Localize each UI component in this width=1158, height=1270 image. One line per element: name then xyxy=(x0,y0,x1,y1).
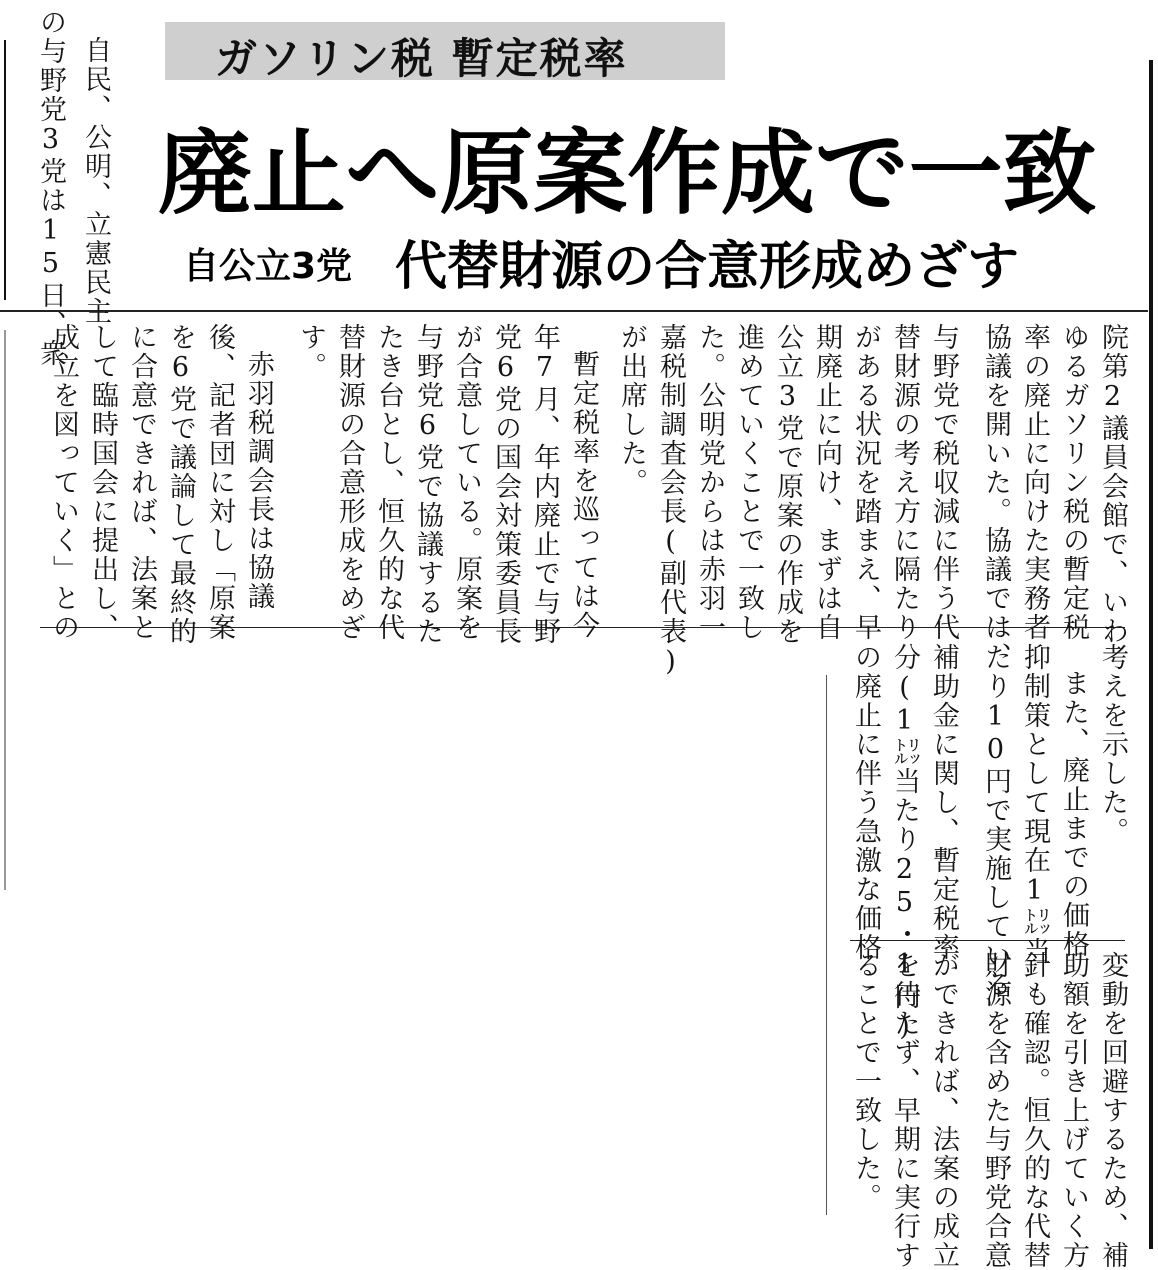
article-column: 率の廃止に向けた実務者 xyxy=(1019,323,1050,642)
article-column: 与野党6党で協議するた xyxy=(412,323,443,646)
article-column: を6党で議論して最終的 xyxy=(165,323,196,646)
article-column: して臨時国会に提出し、 xyxy=(87,323,118,642)
header-rule xyxy=(0,310,1148,312)
article-column: 院第2議員会館で、いわ xyxy=(1097,323,1128,646)
article-column: 助額を引き上げていく方 xyxy=(1058,951,1089,1270)
article-column: 考えを示した。 xyxy=(1097,643,1128,846)
article-column: たり10円で実施している xyxy=(980,643,1011,999)
article-column: 期廃止に向け、まずは自 xyxy=(811,323,842,642)
article-column: がある状況を踏まえ、早 xyxy=(850,323,881,642)
article-column: 財源を含めた与野党合意 xyxy=(980,951,1011,1270)
page-edge-right xyxy=(1149,60,1153,1249)
article-column: を待たず、早期に実行す xyxy=(889,951,920,1270)
article-column: す。 xyxy=(295,323,326,381)
article-column: 公立3党で原案の作成を xyxy=(772,323,803,646)
article-column: が合意している。原案を xyxy=(451,323,482,642)
article-column: たき台とし、恒久的な代 xyxy=(373,323,404,642)
article-column: 協議を開いた。協議では、 xyxy=(980,323,1011,671)
kicker-label: ガソリン税 暫定税率 xyxy=(215,34,628,83)
article-column: 嘉税制調査会長(副代表) xyxy=(655,323,686,679)
article-column: 年7月、年内廃止で与野 xyxy=(529,323,560,646)
lower-vertical-rule xyxy=(826,675,827,1215)
page-edge-left-lower xyxy=(4,330,6,890)
lead-column: 自民、公明、立憲民主 xyxy=(80,36,111,326)
article-column: 進めていくことで一致し xyxy=(733,323,764,642)
article-column: 替財源の考え方に隔たり xyxy=(889,323,920,642)
article-column: 与野党で税収減に伴う代 xyxy=(928,323,959,642)
article-column: 赤羽税調会長は協議 xyxy=(243,350,274,611)
article-column: 針も確認。恒久的な代替 xyxy=(1019,951,1050,1270)
article-column: に合意できれば、法案と xyxy=(126,323,157,642)
article-column: 党6党の国会対策委員長 xyxy=(490,323,521,646)
article-column: の廃止に伴う急激な価格 xyxy=(850,643,881,962)
subhead-lead: 自公立3党 xyxy=(183,246,353,287)
article-column: ゆるガソリン税の暫定税 xyxy=(1058,323,1089,642)
article-column: が出席した。 xyxy=(616,323,647,497)
article-column: 暫定税率を巡っては今 xyxy=(568,350,599,640)
article-column: 成立を図っていく」との xyxy=(48,323,79,642)
article-column: また、廃止までの価格 xyxy=(1058,669,1089,959)
article-column: ることで一致した。 xyxy=(850,951,881,1212)
headline: 廃止へ原案作成で一致 xyxy=(158,119,1097,227)
article-column: た。公明党からは赤羽一 xyxy=(694,323,725,642)
article-column: 後、記者団に対し「原案 xyxy=(204,323,235,642)
article-column: 補助金に関し、暫定税率 xyxy=(928,643,959,962)
subhead-main: 代替財源の合意形成めざす xyxy=(395,236,1020,297)
article-column: 分(1㍑当たり25・1円) xyxy=(889,643,920,1044)
article-column: ができれば、法案の成立 xyxy=(928,951,959,1270)
article-column: 替財源の合意形成をめざ xyxy=(334,323,365,642)
article-column: 抑制策として現在1㍑当 xyxy=(1019,643,1050,966)
page-edge-left xyxy=(4,40,6,300)
article-column: 変動を回避するため、補 xyxy=(1097,951,1128,1270)
lead-column: の与野党3党は15日、衆 xyxy=(35,8,66,368)
